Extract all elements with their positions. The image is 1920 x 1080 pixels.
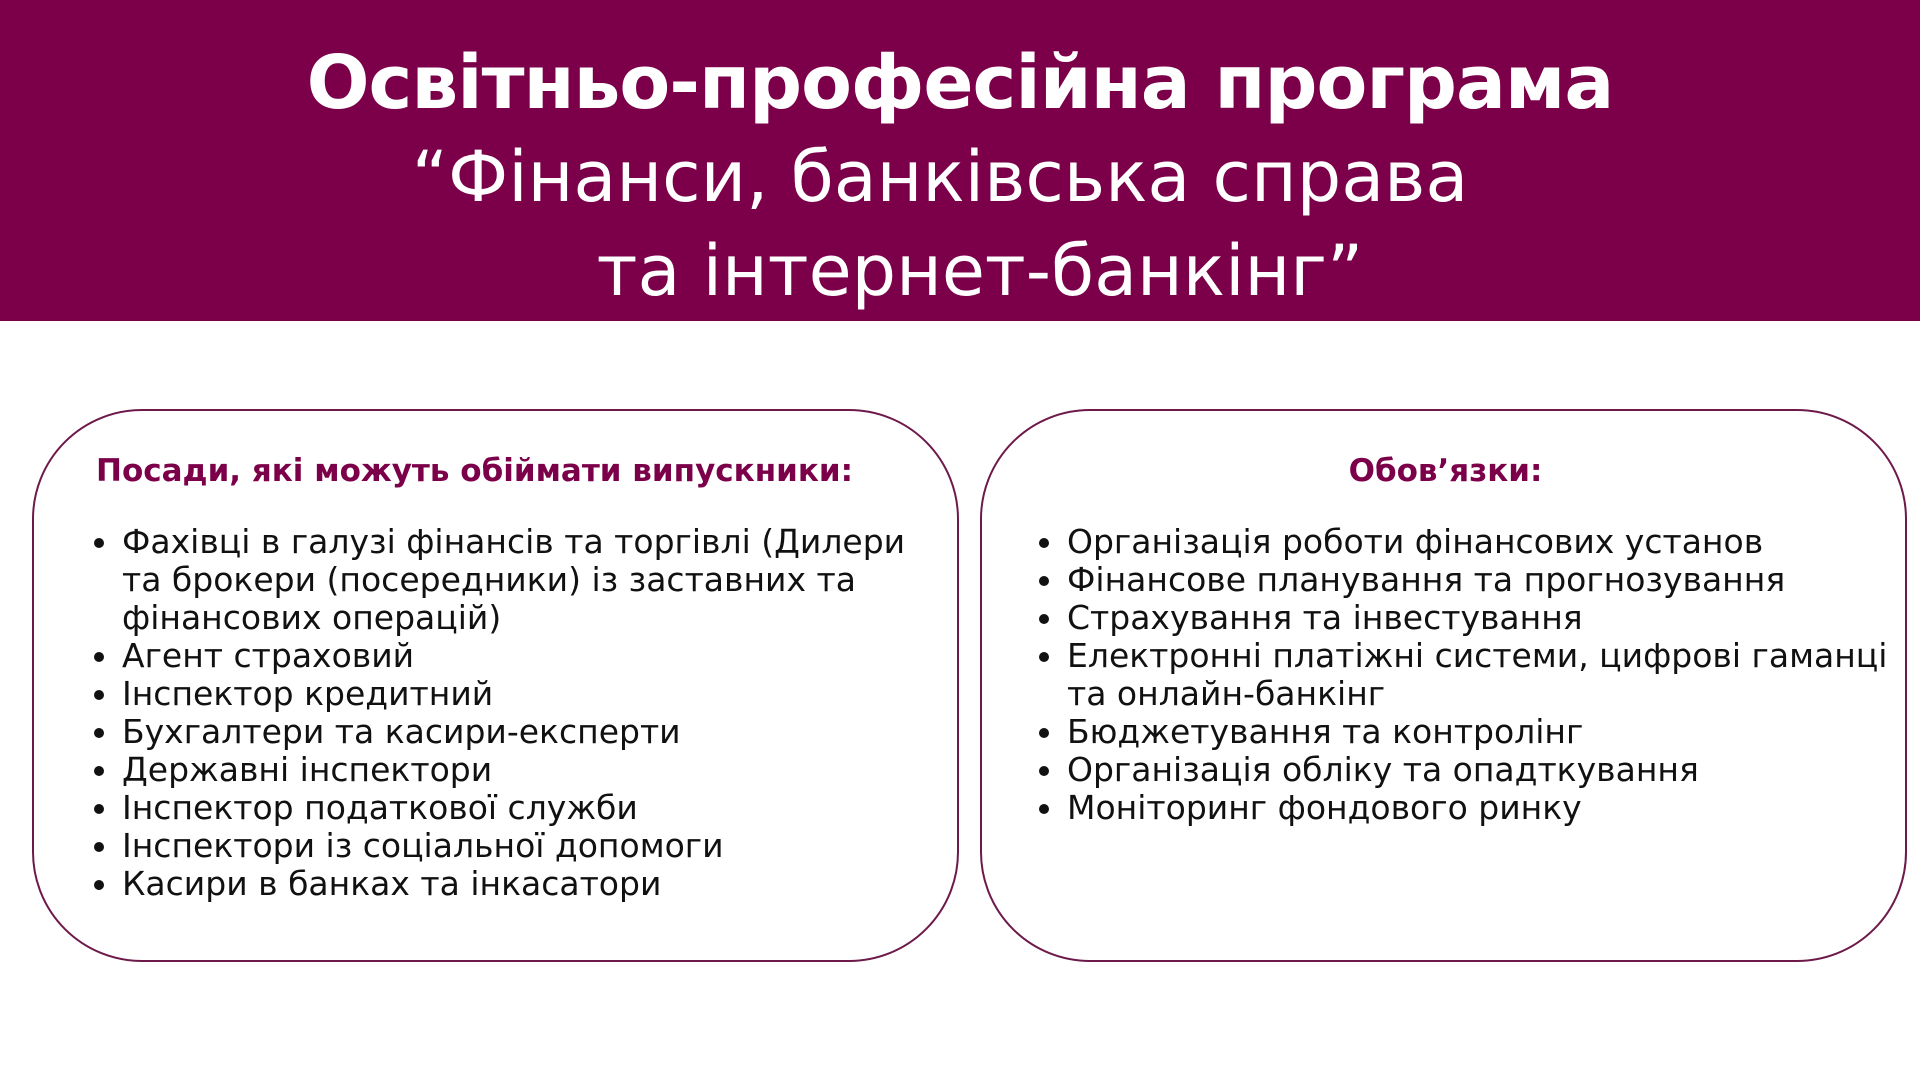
list-item: Інспектори із соціальної допомоги <box>92 827 942 865</box>
positions-list <box>92 523 942 903</box>
list-item: Страхування та інвестування <box>1037 599 1897 637</box>
list-item: Організація обліку та опадткування <box>1037 751 1897 789</box>
list-item: Бюджетування та контролінг <box>1037 713 1897 751</box>
list-item: Фінансове планування та прогнозування <box>1037 561 1897 599</box>
duties-list <box>1037 523 1897 827</box>
list-item: Електронні платіжні системи, цифрові гаманці та онлайн-банкінг <box>1037 637 1897 713</box>
page-title: Освітньо-професійна програма <box>306 40 1614 126</box>
positions-heading: Посади, які можуть обіймати випускники: <box>96 453 853 489</box>
list-item: Фахівці в галузі фінансів та торгівлі (Дилери та брокери (посередники) із заставних та фінансових операцій) <box>92 523 942 637</box>
header-banner <box>0 0 1920 321</box>
list-item: Інспектор кредитний <box>92 675 942 713</box>
program-name-line-2: та інтернет-банкінг” <box>596 230 1364 312</box>
program-name <box>0 130 1920 318</box>
list-item: Інспектор податкової служби <box>92 789 942 827</box>
program-name-line-1: “Фінанси, банківська справа <box>411 136 1469 218</box>
duties-heading: Обов’язки: <box>1348 453 1543 489</box>
list-item: Бухгалтери та касири-експерти <box>92 713 942 751</box>
list-item: Організація роботи фінансових установ <box>1037 523 1897 561</box>
positions-card <box>32 409 959 962</box>
list-item: Державні інспектори <box>92 751 942 789</box>
list-item: Агент страховий <box>92 637 942 675</box>
list-item: Моніторинг фондового ринку <box>1037 789 1897 827</box>
list-item: Касири в банках та інкасатори <box>92 865 942 903</box>
duties-card <box>980 409 1907 962</box>
